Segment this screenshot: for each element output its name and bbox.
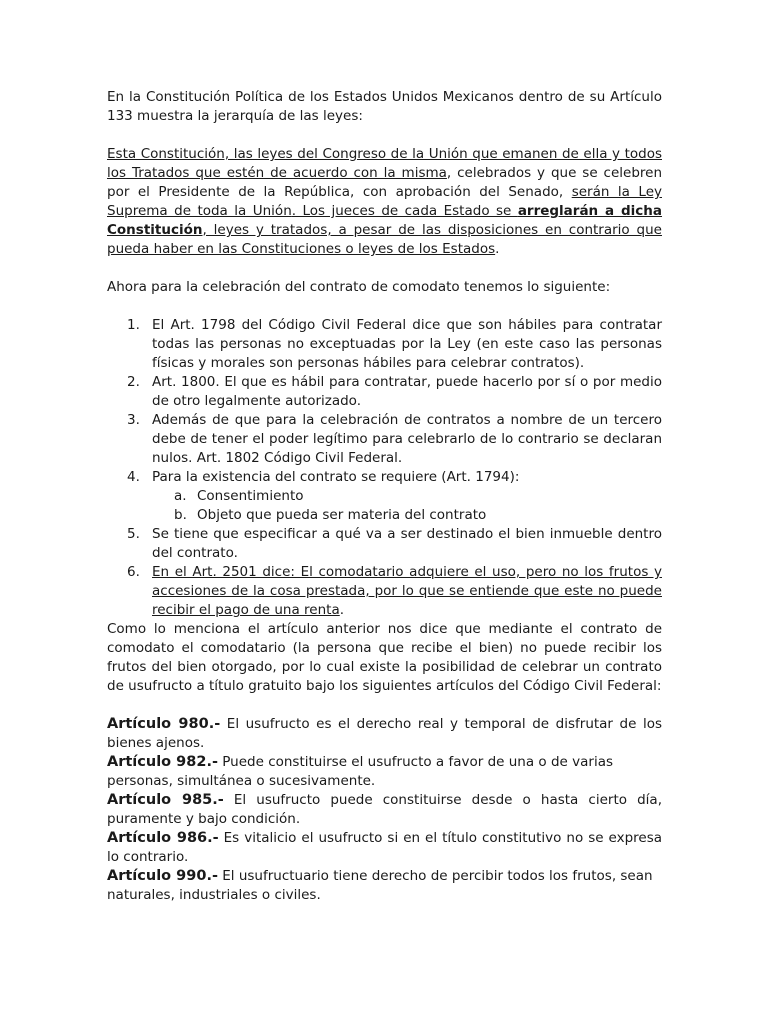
article-133-quote: [107, 145, 662, 259]
article-entry: [107, 829, 662, 867]
sublist-item-text: Consentimiento: [197, 488, 304, 504]
article-entry: [107, 867, 662, 905]
quote-segment: , leyes y tratados, a pesar de las disposiciones en contrario que pueda haber en las Constituciones o leyes de los Estados: [107, 222, 662, 257]
list-item-text: En el Art. 2501 dice: El comodatario adquiere el uso, pero no los frutos y accesiones de la cosa prestada, por lo que se entiende que este no puede recibir el pago de una renta: [152, 564, 662, 618]
list-item: [107, 373, 662, 411]
spacer: [107, 297, 662, 316]
quote-segment: serán la Ley Suprema de toda la Unión: [107, 184, 662, 219]
quote-segment: , celebrados y que se celebren por el Presidente de la República, con aprobación del Senado,: [107, 165, 663, 200]
intro-paragraph: En la Constitución Política de los Estados Unidos Mexicanos dentro de su Artículo 133 muestra la jerarquía de las leyes:: [107, 89, 662, 124]
conclusion-paragraph: Como lo menciona el artículo anterior nos dice que mediante el contrato de comodato el comodatario (la persona que recibe el bien) no puede recibir los frutos del bien otorgado, por lo cual existe la posibilidad de celebrar un contrato de usufructo a título gratuito bajo los siguientes artículos del Código Civil Federal:: [107, 621, 662, 694]
list-number: 6.: [127, 564, 140, 580]
article-title: Artículo 982.-: [107, 754, 218, 770]
article-text: Puede constituirse el usufructo a favor de una o de varias personas, simultánea o sucesivamente.: [107, 754, 614, 789]
quote-segment: Esta Constitución, las leyes del Congreso de la Unión que emanen de ella y todos los Tratados que estén de acuerdo con la misma: [107, 146, 662, 181]
list-item: [107, 411, 662, 468]
article-entry: [107, 715, 662, 753]
sublist: [152, 487, 662, 525]
spacer: [107, 126, 662, 145]
document-page: [107, 88, 662, 905]
list-item-text: El Art. 1798 del Código Civil Federal dice que son hábiles para contratar todas las personas no exceptuadas por la Ley (en este caso las personas físicas y morales son personas hábiles para celebrar contratos).: [152, 317, 662, 371]
list-item-tail: .: [339, 602, 345, 618]
article-entry: [107, 791, 662, 829]
article-title: Artículo 980.-: [107, 716, 221, 732]
sublist-item-text: Objeto que pueda ser materia del contrato: [197, 507, 487, 523]
article-text: El usufructo es el derecho real y temporal de disfrutar de los bienes ajenos.: [107, 716, 663, 751]
comodato-intro: Ahora para la celebración del contrato de comodato tenemos lo siguiente:: [107, 279, 611, 295]
article-text: El usufructo puede constituirse desde o hasta cierto día, puramente y bajo condición.: [107, 792, 662, 827]
list-item: [107, 468, 662, 525]
article-text: Es vitalicio el usufructo si en el título constitutivo no se expresa lo contrario.: [107, 830, 663, 865]
sublist-letter: a.: [174, 488, 187, 504]
quote-segment: .: [495, 241, 500, 257]
list-item: [107, 525, 662, 563]
list-item-text: Art. 1800. El que es hábil para contratar, puede hacerlo por sí o por medio de otro legalmente autorizado.: [152, 374, 662, 409]
list-number: 1.: [127, 317, 140, 333]
spacer: [107, 696, 662, 715]
list-number: 5.: [127, 526, 140, 542]
sublist-letter: b.: [174, 507, 187, 523]
article-entry: [107, 753, 662, 791]
list-number: 4.: [127, 469, 140, 485]
sublist-item: [152, 487, 662, 506]
article-text: El usufructuario tiene derecho de percibir todos los frutos, sean naturales, industriales o civiles.: [107, 868, 653, 903]
article-title: Artículo 985.-: [107, 792, 224, 808]
list-item-text: Para la existencia del contrato se requiere (Art. 1794):: [152, 469, 520, 485]
list-item-text: Se tiene que especificar a qué va a ser destinado el bien inmueble dentro del contrato.: [152, 526, 662, 561]
article-title: Artículo 986.-: [107, 830, 219, 846]
requirements-list: [107, 316, 662, 620]
list-number: 3.: [127, 412, 140, 428]
list-item-text: Además de que para la celebración de contratos a nombre de un tercero debe de tener el poder legítimo para celebrarlo de lo contrario se declaran nulos. Art. 1802 Código Civil Federal.: [152, 412, 662, 466]
quote-segment-bold: arreglarán a dicha Constitución: [107, 203, 663, 238]
list-item: [107, 316, 662, 373]
list-number: 2.: [127, 374, 140, 390]
spacer: [107, 259, 662, 278]
sublist-item: [152, 506, 662, 525]
article-title: Artículo 990.-: [107, 868, 218, 884]
list-item: [107, 563, 662, 620]
quote-segment: . Los jueces de cada Estado se: [291, 203, 518, 219]
